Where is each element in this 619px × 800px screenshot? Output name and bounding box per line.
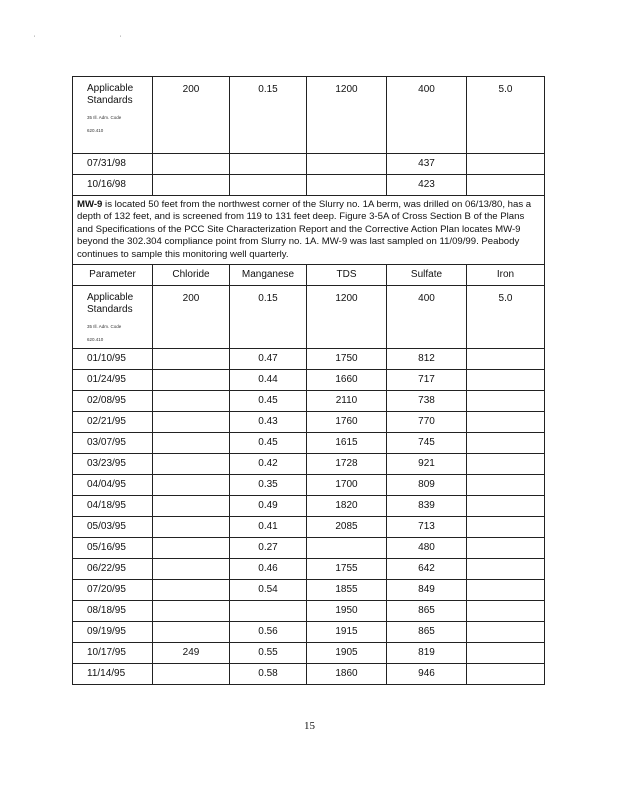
cell-manganese: 0.42 [230, 454, 307, 475]
cell-manganese: 0.56 [230, 622, 307, 643]
cell-manganese: 0.54 [230, 580, 307, 601]
cell-chloride: 249 [153, 643, 230, 664]
cell-iron [467, 475, 545, 496]
table-row [73, 538, 545, 559]
cell-sulfate: 437 [387, 154, 467, 175]
table-lower [72, 264, 545, 685]
cell-sulfate: 839 [387, 496, 467, 517]
cell-sulfate: 812 [387, 349, 467, 370]
table-row [73, 391, 545, 412]
standard-tds: 1200 [307, 77, 387, 154]
standards-citation: 35 Ill. Adm. Code [87, 324, 122, 330]
table-row [73, 175, 545, 196]
standards-label: Applicable [87, 83, 134, 94]
cell-manganese: 0.49 [230, 496, 307, 517]
table-row [73, 433, 545, 454]
sample-date: 01/24/95 [73, 370, 153, 391]
cell-tds: 1728 [307, 454, 387, 475]
cell-iron [467, 643, 545, 664]
table-row [73, 580, 545, 601]
cell-sulfate: 921 [387, 454, 467, 475]
cell-tds: 1915 [307, 622, 387, 643]
well-description-text: is located 50 feet from the northwest corner of the Slurry no. 1A berm, was drilled on 06/13/80, has a depth of 132 feet, and is screened from 119 to 131 feet deep. Figure 3-5A of Cross Section B of the Plans and Specifications of the PCC Site Characterization Report and the Corrective Action Plan locates MW-9 beyond the 302.304 compliance point from Slurry no. 1A. MW-9 was last sampled on 11/09/99. Peabody continues to sample this monitoring well quarterly. [77, 199, 532, 260]
header-chloride: Chloride [153, 265, 230, 286]
sample-date: 08/18/95 [73, 601, 153, 622]
cell-tds: 1950 [307, 601, 387, 622]
cell-chloride [153, 433, 230, 454]
cell-manganese: 0.44 [230, 370, 307, 391]
cell-iron [467, 580, 545, 601]
cell-iron [467, 412, 545, 433]
cell-manganese: 0.46 [230, 559, 307, 580]
cell-tds: 1860 [307, 664, 387, 685]
header-parameter: Parameter [73, 265, 153, 286]
well-id: MW-9 [77, 199, 103, 210]
cell-manganese [230, 601, 307, 622]
cell-chloride [153, 496, 230, 517]
standard-iron: 5.0 [467, 77, 545, 154]
sample-date: 09/19/95 [73, 622, 153, 643]
table-upper [72, 76, 545, 265]
cell-chloride [153, 454, 230, 475]
cell-tds [307, 154, 387, 175]
cell-manganese: 0.47 [230, 349, 307, 370]
cell-sulfate: 713 [387, 517, 467, 538]
well-description [73, 196, 545, 265]
cell-manganese: 0.55 [230, 643, 307, 664]
cell-iron [467, 601, 545, 622]
sample-date: 03/23/95 [73, 454, 153, 475]
table-row [73, 496, 545, 517]
standards-citation: 620.410 [87, 337, 104, 343]
sample-date: 07/31/98 [73, 154, 153, 175]
standards-label: Standards [87, 95, 133, 106]
standards-label-cell [73, 77, 153, 154]
cell-iron [467, 538, 545, 559]
header-iron: Iron [467, 265, 545, 286]
cell-manganese [230, 154, 307, 175]
sample-date: 06/22/95 [73, 559, 153, 580]
standard-sulfate: 400 [387, 77, 467, 154]
standards-citation: 620.410 [87, 128, 104, 133]
table-row [73, 349, 545, 370]
cell-manganese: 0.35 [230, 475, 307, 496]
cell-chloride [153, 601, 230, 622]
sample-rows [73, 349, 545, 685]
cell-iron [467, 433, 545, 454]
cell-iron [467, 622, 545, 643]
scan-mark: ' [34, 36, 36, 42]
sample-date: 02/08/95 [73, 391, 153, 412]
standard-tds: 1200 [307, 286, 387, 349]
cell-chloride [153, 622, 230, 643]
cell-iron [467, 391, 545, 412]
table-row [73, 643, 545, 664]
sample-date: 03/07/95 [73, 433, 153, 454]
header-tds: TDS [307, 265, 387, 286]
cell-chloride [153, 559, 230, 580]
cell-tds: 1905 [307, 643, 387, 664]
cell-iron [467, 454, 545, 475]
table-row [73, 454, 545, 475]
cell-chloride [153, 517, 230, 538]
cell-tds: 2085 [307, 517, 387, 538]
standard-iron: 5.0 [467, 286, 545, 349]
standards-row [73, 77, 545, 154]
cell-sulfate: 819 [387, 643, 467, 664]
cell-iron [467, 175, 545, 196]
cell-tds [307, 175, 387, 196]
cell-sulfate: 849 [387, 580, 467, 601]
cell-chloride [153, 475, 230, 496]
cell-iron [467, 559, 545, 580]
cell-iron [467, 664, 545, 685]
standard-chloride: 200 [153, 77, 230, 154]
cell-iron [467, 496, 545, 517]
cell-manganese: 0.45 [230, 433, 307, 454]
cell-manganese: 0.41 [230, 517, 307, 538]
cell-sulfate: 865 [387, 601, 467, 622]
standard-chloride: 200 [153, 286, 230, 349]
header-sulfate: Sulfate [387, 265, 467, 286]
sample-date: 05/16/95 [73, 538, 153, 559]
cell-chloride [153, 175, 230, 196]
cell-chloride [153, 349, 230, 370]
cell-sulfate: 865 [387, 622, 467, 643]
sample-date: 01/10/95 [73, 349, 153, 370]
cell-manganese: 0.45 [230, 391, 307, 412]
header-row [73, 265, 545, 286]
description-row [73, 196, 545, 265]
standards-label: Standards [87, 304, 133, 316]
cell-chloride [153, 664, 230, 685]
cell-tds: 2110 [307, 391, 387, 412]
table-row [73, 559, 545, 580]
sample-date: 04/18/95 [73, 496, 153, 517]
cell-chloride [153, 412, 230, 433]
table-row [73, 412, 545, 433]
cell-tds: 1660 [307, 370, 387, 391]
table-row [73, 664, 545, 685]
cell-tds: 1615 [307, 433, 387, 454]
cell-tds: 1820 [307, 496, 387, 517]
page-number: 15 [304, 720, 315, 732]
cell-sulfate: 946 [387, 664, 467, 685]
cell-chloride [153, 154, 230, 175]
cell-chloride [153, 538, 230, 559]
table-row [73, 475, 545, 496]
cell-tds: 1855 [307, 580, 387, 601]
cell-chloride [153, 391, 230, 412]
standards-label: Applicable [87, 292, 134, 304]
table-row [73, 601, 545, 622]
cell-iron [467, 154, 545, 175]
cell-manganese: 0.27 [230, 538, 307, 559]
standard-manganese: 0.15 [230, 77, 307, 154]
cell-sulfate: 745 [387, 433, 467, 454]
cell-tds: 1755 [307, 559, 387, 580]
cell-manganese [230, 175, 307, 196]
cell-sulfate: 717 [387, 370, 467, 391]
cell-iron [467, 517, 545, 538]
cell-iron [467, 370, 545, 391]
sample-date: 10/17/95 [73, 643, 153, 664]
table-row [73, 154, 545, 175]
cell-manganese: 0.58 [230, 664, 307, 685]
scan-mark: ' [120, 36, 122, 42]
table-row [73, 622, 545, 643]
standard-manganese: 0.15 [230, 286, 307, 349]
cell-sulfate: 738 [387, 391, 467, 412]
header-manganese: Manganese [230, 265, 307, 286]
cell-chloride [153, 370, 230, 391]
standard-sulfate: 400 [387, 286, 467, 349]
cell-sulfate: 423 [387, 175, 467, 196]
cell-iron [467, 349, 545, 370]
table-row [73, 370, 545, 391]
cell-sulfate: 642 [387, 559, 467, 580]
sample-date: 02/21/95 [73, 412, 153, 433]
sample-date: 11/14/95 [73, 664, 153, 685]
cell-chloride [153, 580, 230, 601]
standards-row [73, 286, 545, 349]
cell-manganese: 0.43 [230, 412, 307, 433]
cell-tds: 1760 [307, 412, 387, 433]
standards-citation: 35 Ill. Adm. Code [87, 115, 122, 120]
sample-date: 07/20/95 [73, 580, 153, 601]
cell-tds [307, 538, 387, 559]
cell-sulfate: 480 [387, 538, 467, 559]
data-tables [72, 76, 544, 685]
cell-sulfate: 770 [387, 412, 467, 433]
standards-label-cell [73, 286, 153, 349]
sample-date: 04/04/95 [73, 475, 153, 496]
table-row [73, 517, 545, 538]
cell-sulfate: 809 [387, 475, 467, 496]
cell-tds: 1700 [307, 475, 387, 496]
sample-date: 10/16/98 [73, 175, 153, 196]
cell-tds: 1750 [307, 349, 387, 370]
sample-date: 05/03/95 [73, 517, 153, 538]
